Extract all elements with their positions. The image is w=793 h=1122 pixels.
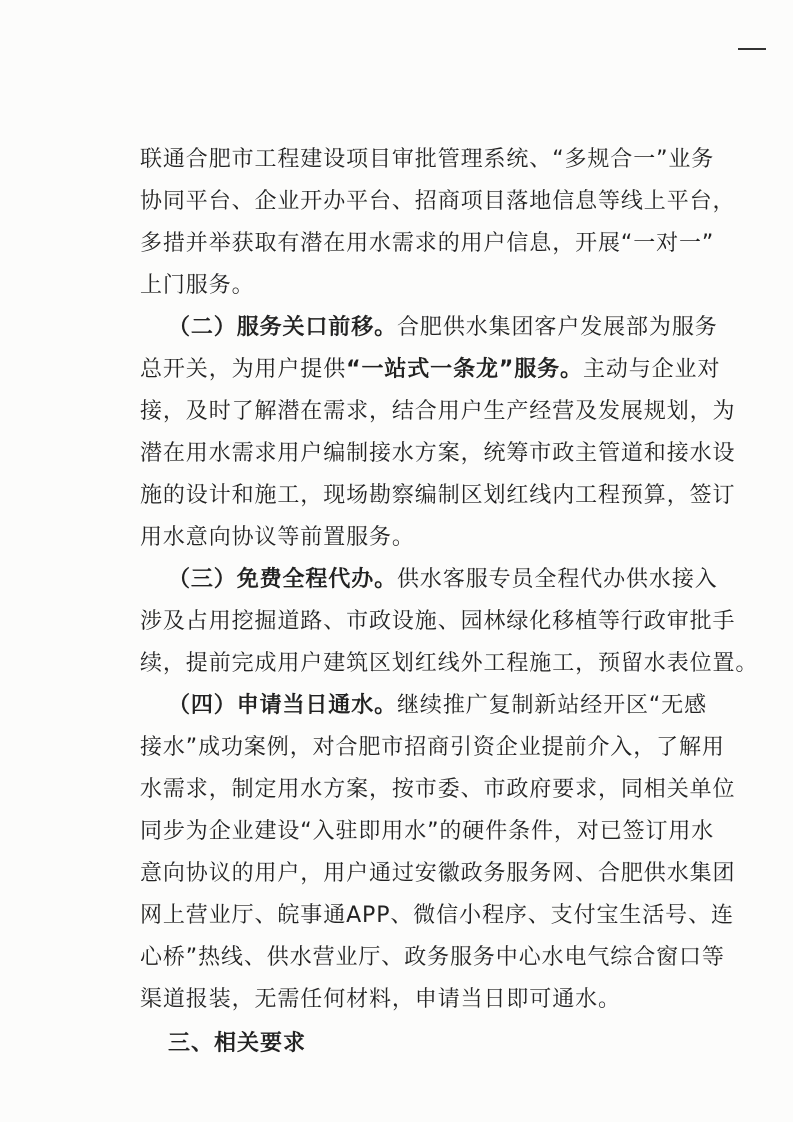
paragraph4-line8: 渠道报装，无需任何材料，申请当日即可通水。 [140,987,621,1012]
paragraph4-line3: 水需求，制定用水方案，按市委、市政府要求，同相关单位 [140,777,736,802]
paragraph2-line1 [168,310,718,346]
paragraph4-line1-text: 继续推广复制新站经开区“无感 [397,693,708,718]
paragraph1-line3: 多措并举获取有潜在用水需求的用户信息，开展“一对一” [140,231,715,256]
paragraph4-line6: 网上营业厅、皖事通APP、微信小程序、支付宝生活号、连 [140,903,734,928]
paragraph2-line2 [140,352,721,388]
paragraph3-heading: （三）免费全程代办。 [168,567,398,592]
paragraph4-line2: 接水”成功案例，对合肥市招商引资企业提前介入，了解用 [140,735,725,760]
paragraph1-line4: 上门服务。 [140,273,255,298]
paragraph2-line2-pre: 总开关，为用户提供 [140,357,347,382]
paragraph2-line2-post: 主动与企业对 [582,357,721,382]
paragraph2-line6: 用水意向协议等前置服务。 [140,525,415,550]
paragraph2-line3: 接，及时了解潜在需求，结合用户生产经营及发展规划，为 [140,399,736,424]
paragraph3-line2: 涉及占用挖掘道路、市政设施、园林绿化移植等行政审批手 [140,609,736,634]
paragraph1-line1: 联通合肥市工程建设项目审批管理系统、“多规合一”业务 [140,147,715,172]
paragraph2-line5: 施的设计和施工，现场勘察编制区划红线内工程预算，签订 [140,483,736,508]
paragraph1-line2: 协同平台、企业开办平台、招商项目落地信息等线上平台， [140,189,736,214]
paragraph4-line7: 心桥”热线、供水营业厅、政务服务中心水电气综合窗口等 [140,945,725,970]
paragraph4-line4: 同步为企业建设“入驻即用水”的硬件条件，对已签订用水 [140,819,715,844]
section-heading: 三、相关要求 [168,1031,307,1056]
paragraph2-line4: 潜在用水需求用户编制接水方案，统筹市政主管道和接水设 [140,441,736,466]
paragraph3-line3: 续，提前完成用户建筑区划红线外工程施工，预留水表位置。 [140,651,759,676]
paragraph4-line1 [168,688,708,724]
paragraph3-line1-text: 供水客服专员全程代办供水接入 [397,567,718,592]
page-edge-mark [738,48,766,50]
paragraph4-line5: 意向协议的用户，用户通过安徽政务服务网、合肥供水集团 [140,861,736,886]
paragraph2-heading: （二）服务关口前移。 [168,315,398,340]
paragraph4-heading: （四）申请当日通水。 [168,693,398,718]
paragraph2-line2-bold: “一站式一条龙”服务。 [346,357,583,382]
paragraph2-line1-text: 合肥供水集团客户发展部为服务 [397,315,718,340]
paragraph3-line1 [168,562,718,598]
